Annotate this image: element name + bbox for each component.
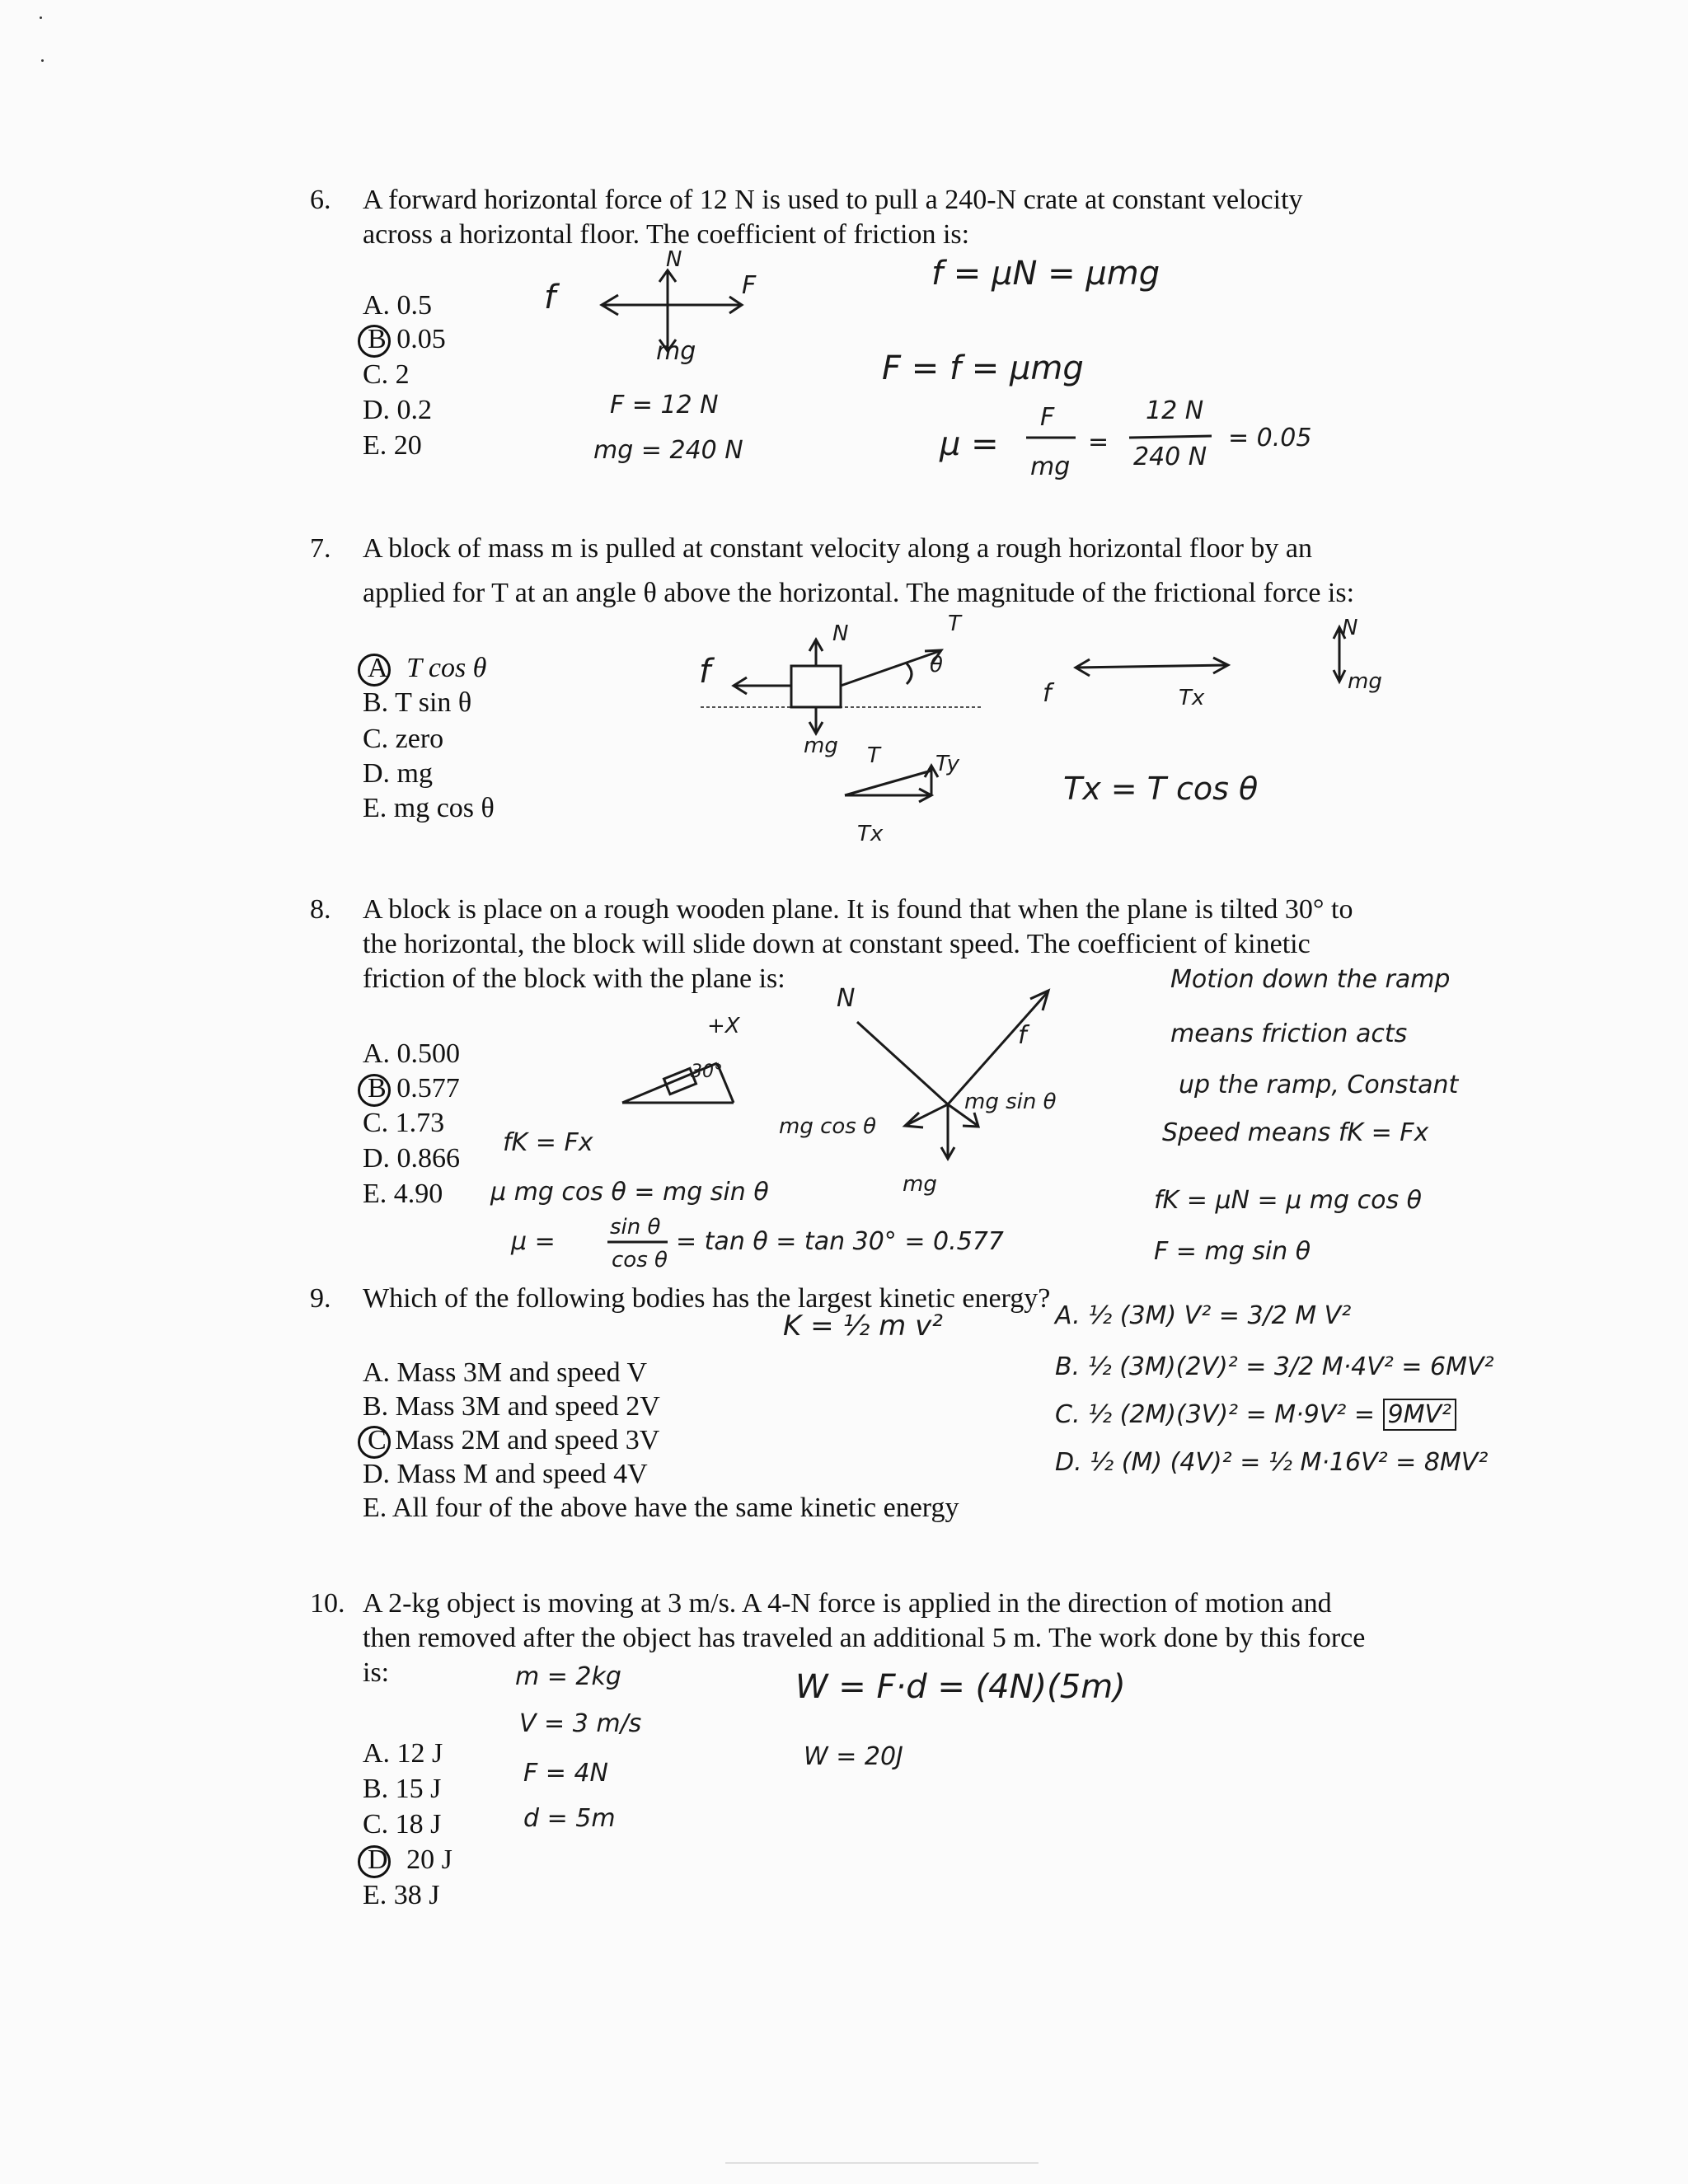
hw-eq3: fK = μN = μ mg cos θ [1154, 1186, 1422, 1215]
incline-sketch [618, 1055, 742, 1113]
option-a: A. 0.5 [363, 290, 433, 321]
option-a: A. 12 J [363, 1738, 443, 1769]
option-c: C. zero [363, 724, 444, 754]
hw-mg: mg [903, 1172, 937, 1197]
hw-frac1-den: mg [1030, 452, 1071, 481]
hw-theta: θ [930, 653, 943, 677]
option-c: C. 18 J [363, 1809, 442, 1840]
option-value: 0.577 [396, 1073, 460, 1104]
option-letter: D [368, 1844, 388, 1875]
question-6 [310, 183, 1648, 252]
hw-d: d = 5m [523, 1804, 616, 1833]
hw-answer-box: 9MV² [1383, 1399, 1457, 1431]
hw-mu: μ = [511, 1227, 556, 1256]
answer-circle [358, 654, 391, 687]
hw-lineA: A. ½ (3M) V² = 3/2 M V² [1055, 1301, 1352, 1330]
question-number: 9. [310, 1283, 331, 1314]
option-c: C. 1.73 [363, 1108, 445, 1138]
hw-eq4: F = mg sin θ [1154, 1237, 1311, 1266]
option-value: T cos θ [406, 653, 487, 683]
option-c [363, 1423, 659, 1458]
hw-f: f [699, 653, 711, 691]
option-b: B. 15 J [363, 1774, 442, 1804]
hw-f: f [544, 279, 556, 316]
hw-f: f [1018, 1021, 1027, 1050]
question-text-line: friction of the block with the plane is: [363, 963, 785, 994]
hw-frac-den: cos θ [612, 1248, 668, 1272]
answer-circle [358, 325, 391, 358]
hw-N: N [666, 247, 682, 272]
hw-mgcos: mg cos θ [779, 1114, 877, 1139]
hw-F-given: F = 12 N [610, 391, 719, 419]
block-free-body-diagram [701, 635, 981, 733]
option-e: E. 4.90 [363, 1179, 443, 1209]
question-text-line: the horizontal, the block will slide down at constant speed. The coefficient of kinetic [363, 929, 1311, 959]
hw-N: N [832, 621, 849, 646]
hw-v: V = 3 m/s [519, 1709, 642, 1738]
hw-frac2-den: 240 N [1133, 443, 1207, 471]
horizontal-force-arrows [1071, 655, 1236, 680]
option-e: E. 38 J [363, 1880, 440, 1910]
option-letter: C [368, 1425, 387, 1455]
hw-note2: means friction acts [1170, 1019, 1408, 1048]
hw-frac-num: sin θ [610, 1215, 661, 1240]
question-text-line: applied for T at an angle θ above the horizontal. The magnitude of the frictional force is: [363, 578, 1355, 608]
hw-mg: mg [656, 337, 696, 366]
option-b: B. T sin θ [363, 687, 472, 718]
question-number: 6. [310, 185, 331, 215]
fraction-bars [1022, 434, 1220, 441]
hw-eq2: F = f = μmg [882, 349, 1084, 387]
option-value: Mass 2M and speed 3V [395, 1425, 660, 1455]
hw-plus-x: +X [707, 1014, 740, 1038]
option-e: E. 20 [363, 430, 422, 461]
hw-lineD: D. ½ (M) (4V)² = ½ M·16V² = 8MV² [1055, 1448, 1489, 1477]
hw-mg2: mg [1348, 669, 1382, 694]
hw-k-formula: K = ½ m v² [783, 1310, 943, 1343]
fraction-bar [606, 1240, 672, 1244]
question-text-line: across a horizontal floor. The coefficient of friction is: [363, 219, 970, 250]
option-a: A. 0.500 [363, 1038, 461, 1069]
option-a: A. Mass 3M and speed V [363, 1357, 648, 1388]
hw-note1: Motion down the ramp [1170, 965, 1451, 994]
hw-W2: W = 20J [804, 1742, 903, 1771]
hw-T: T [948, 612, 961, 636]
question-7 [310, 532, 1648, 611]
hw-note3: up the ramp, Constant [1179, 1071, 1459, 1099]
answer-circle [358, 1426, 391, 1459]
option-d: D. mg [363, 758, 433, 789]
hw-mg-given: mg = 240 N [593, 436, 743, 465]
hw-lineC [1055, 1401, 1456, 1429]
question-text-line: A forward horizontal force of 12 N is used to pull a 240-N crate at constant velocity [363, 185, 1303, 215]
question-text-line: A block of mass m is pulled at constant velocity along a rough horizontal floor by an [363, 533, 1312, 564]
option-e: E. All four of the above have the same kinetic energy [363, 1493, 959, 1523]
answer-circle [358, 1845, 391, 1878]
hw-F: F = 4N [523, 1759, 608, 1788]
question-text-line: A block is place on a rough wooden plane. It is found that when the plane is tilted 30° to [363, 894, 1353, 925]
option-b [363, 1071, 460, 1106]
option-d: D. Mass M and speed 4V [363, 1459, 648, 1489]
hw-N2: N [1342, 616, 1358, 640]
option-letter: B [368, 1073, 387, 1104]
scan-speck [41, 59, 44, 62]
option-letter: B [368, 324, 387, 354]
hw-N: N [837, 984, 856, 1013]
hw-Tx: Tx [857, 822, 884, 846]
hw-T-small: T [867, 743, 880, 768]
hw-m: m = 2kg [515, 1662, 621, 1691]
hw-eq1: f = μN = μmg [931, 255, 1160, 293]
hw-eq1: μ mg cos θ = mg sin θ [490, 1178, 769, 1207]
hw-mg: mg [804, 733, 838, 758]
hw-frac1-num: F [1040, 403, 1055, 432]
hw-result: = 0.05 [1228, 424, 1312, 452]
option-a [363, 651, 486, 686]
hw-F: F [742, 271, 757, 300]
hw-frac-eq: = [1088, 428, 1109, 457]
option-d [363, 1843, 452, 1877]
hw-frac2-num: 12 N [1146, 396, 1204, 425]
hw-eq2-tail: = tan θ = tan 30° = 0.577 [676, 1227, 1004, 1256]
hw-lineC-text: C. ½ (2M)(3V)² = M·9V² = [1055, 1400, 1375, 1429]
hw-lineB: B. ½ (3M)(2V)² = 3/2 M·4V² = 6MV² [1055, 1352, 1494, 1381]
question-number: 7. [310, 533, 331, 564]
option-value: 20 J [406, 1844, 452, 1875]
option-c: C. 2 [363, 359, 410, 390]
question-text-line: is: [363, 1657, 390, 1688]
hw-Tx2: Tx [1179, 686, 1205, 710]
option-e: E. mg cos θ [363, 793, 495, 823]
hw-angle: 30° [691, 1062, 723, 1082]
question-number: 10. [310, 1588, 345, 1619]
hw-Tx-eq: Tx = T cos θ [1063, 771, 1259, 807]
hw-fk-eq: fK = Fx [503, 1128, 593, 1157]
tension-triangle [841, 754, 989, 828]
option-letter: A [368, 653, 388, 683]
option-b: B. Mass 3M and speed 2V [363, 1391, 660, 1422]
hw-note4: Speed means fK = Fx [1162, 1118, 1429, 1147]
hw-mgsin: mg sin θ [964, 1090, 1057, 1114]
hw-W1: W = F·d = (4N)(5m) [795, 1668, 1126, 1706]
option-value: 0.05 [396, 324, 446, 354]
option-d: D. 0.2 [363, 395, 433, 425]
option-d: D. 0.866 [363, 1143, 461, 1174]
hw-Ty: Ty [935, 752, 960, 776]
hw-mu: μ = [940, 425, 999, 463]
scan-speck [40, 16, 42, 19]
answer-circle [358, 1074, 391, 1107]
option-b [363, 322, 446, 357]
question-text-line: Which of the following bodies has the largest kinetic energy? [363, 1283, 1051, 1314]
hw-f2: f [1043, 679, 1052, 708]
question-number: 8. [310, 894, 331, 925]
question-text-line: then removed after the object has traveled an additional 5 m. The work done by this force [363, 1623, 1366, 1653]
question-text-line: A 2-kg object is moving at 3 m/s. A 4-N force is applied in the direction of motion and [363, 1588, 1332, 1619]
